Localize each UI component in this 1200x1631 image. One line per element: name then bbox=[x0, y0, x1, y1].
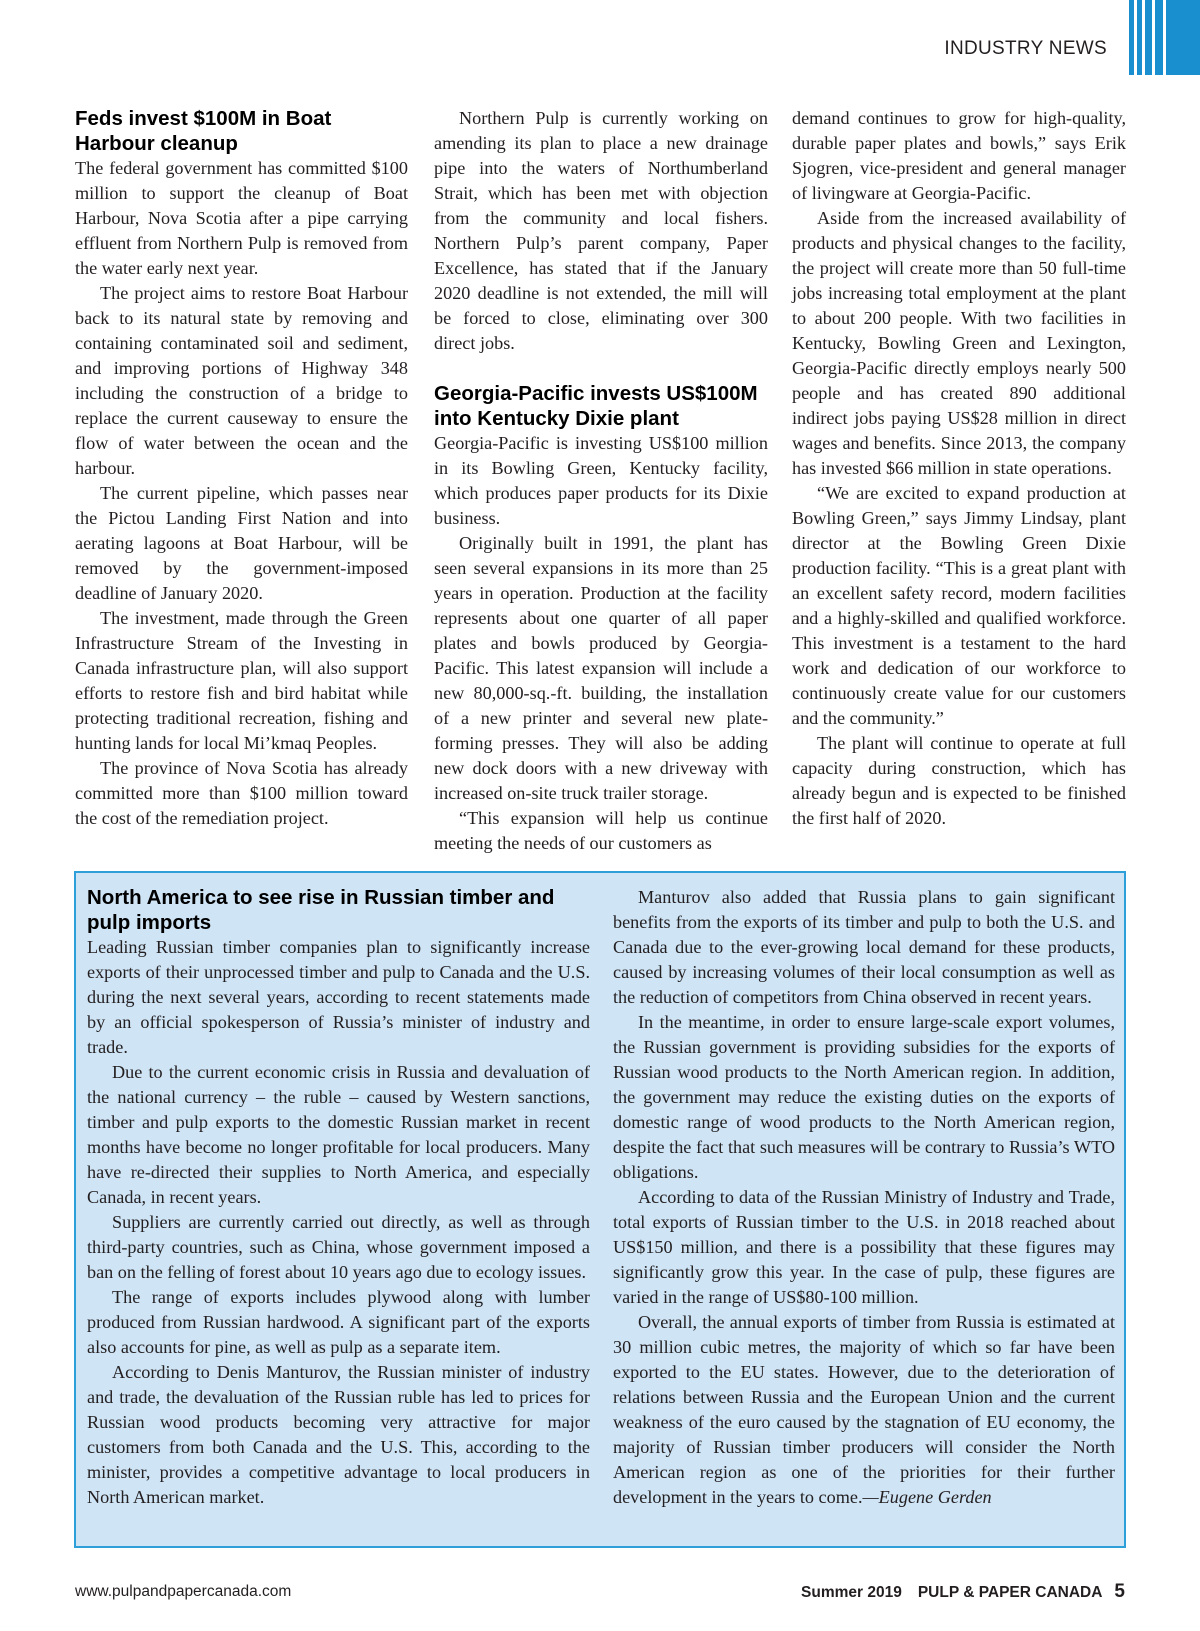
header-accent-stripes bbox=[1126, 0, 1200, 75]
sidebar-paragraph: Due to the current economic crisis in Russia and devaluation of the national currency – the ruble – caused by Western sanctions, timber and pulp exports to the domestic Russian market in recent months have become no longer profitable for local producers. Many have re-directed their supplies to North America, and especially Canada, in recent years. bbox=[87, 1062, 590, 1207]
article-headline-georgia-pacific: Georgia-Pacific invests US$100M into Kentucky Dixie plant bbox=[434, 382, 758, 430]
article-paragraph: The federal government has committed $100 million to support the cleanup of Boat Harbour, Nova Scotia after a pipe carrying effluent from Northern Pulp is removed from the water early next year. bbox=[75, 158, 408, 278]
sidebar-paragraph: Manturov also added that Russia plans to gain significant benefits from the exports of its timber and pulp to both the U.S. and Canada due to the ever-growing local demand for these products, caused by increasing volumes of their local consumption as well as the reduction of competitors from China observed in recent years. bbox=[613, 887, 1115, 1007]
sidebar-paragraph: According to Denis Manturov, the Russian minister of industry and trade, the devaluation of the Russian ruble has led to prices for Russian wood products becoming very attractive for major customers from both Canada and the U.S. This, according to the minister, provides a competitive advantage to local producers in North American market. bbox=[87, 1362, 590, 1507]
article-paragraph: demand continues to grow for high-quality, durable paper plates and bowls,” says Erik Sjogren, vice-president and general manager of livingware at Georgia-Pacific. bbox=[792, 108, 1126, 203]
russian-imports-sidebar bbox=[74, 871, 1126, 1548]
footer-folio bbox=[801, 1581, 1125, 1603]
article-paragraph: Georgia-Pacific is investing US$100 million in its Bowling Green, Kentucky facility, which produces paper products for its Dixie business. bbox=[434, 433, 768, 528]
article-paragraph: Originally built in 1991, the plant has seen several expansions in its more than 25 years in operation. Production at the facility represents about one quarter of all paper plates and bowls produced by Georgia-Pacific. This latest expansion will include a new 80,000-sq.-ft. building, the installation of a new printer and several new plate-forming presses. They will also be adding new dock doors with a new driveway with increased on-site truck trailer storage. bbox=[434, 533, 768, 803]
sidebar-headline: North America to see rise in Russian timber and pulp imports bbox=[87, 886, 555, 934]
sidebar-paragraph-last bbox=[613, 1310, 1115, 1510]
footer-magazine-name: PULP & PAPER CANADA bbox=[917, 1584, 1103, 1601]
article-paragraph: “This expansion will help us continue meeting the needs of our customers as bbox=[434, 808, 768, 853]
article-paragraph: Northern Pulp is currently working on amending its plan to place a new drainage pipe into the waters of Northumberland Strait, which has been met with objection from the community and local fishers. Northern Pulp’s parent company, Paper Excellence, has stated that if the January 2020 deadline is not extended, the mill will be forced to close, eliminating over 300 direct jobs. bbox=[434, 108, 768, 353]
author-byline: —Eugene Gerden bbox=[862, 1487, 992, 1507]
article-paragraph: The current pipeline, which passes near the Pictou Landing First Nation and into aerating lagoons at Boat Harbour, will be removed by the government-imposed deadline of January 2020. bbox=[75, 483, 408, 603]
section-label: INDUSTRY NEWS bbox=[944, 38, 1107, 59]
article-column-2 bbox=[434, 106, 768, 856]
article-paragraph: The province of Nova Scotia has already committed more than $100 million toward the cost of the remediation project. bbox=[75, 758, 408, 828]
article-paragraph: The investment, made through the Green Infrastructure Stream of the Investing in Canada infrastructure plan, will also support efforts to restore fish and bird habitat while protecting traditional recreation, fishing and hunting lands for local Mi’kmaq Peoples. bbox=[75, 608, 408, 753]
sidebar-paragraph: The range of exports includes plywood along with lumber produced from Russian hardwood. A significant part of the exports also accounts for pine, as well as pulp as a separate item. bbox=[87, 1287, 590, 1357]
sidebar-column-left bbox=[87, 885, 590, 1510]
sidebar-paragraph-text: Overall, the annual exports of timber from Russia is estimated at 30 million cubic metres, the majority of which so far have been exported to the EU states. However, due to the deterioration of relations between Russia and the European Union and the current weakness of the euro caused by the stagnation of EU economy, the majority of Russian timber producers will consider the North American region as one of the priorities for their further development in the years to come. bbox=[613, 1312, 1115, 1507]
article-paragraph: “We are excited to expand production at Bowling Green,” says Jimmy Lindsay, plant director at the Bowling Green Dixie production facility. “This is a great plant with an excellent safety record, modern facilities and a highly-skilled and qualified workforce. This investment is a testament to the hard work and dedication of our workforce to continuously create value for our customers and the community.” bbox=[792, 483, 1126, 728]
sidebar-column-right bbox=[613, 885, 1115, 1510]
sidebar-paragraph: According to data of the Russian Ministry of Industry and Trade, total exports of Russian timber to the U.S. in 2018 reached about US$150 million, and there is a possibility that these figures may significantly grow this year. In the case of pulp, these figures are varied in the range of US$80-100 million. bbox=[613, 1187, 1115, 1307]
sidebar-paragraph: Leading Russian timber companies plan to significantly increase exports of their unprocessed timber and pulp to Canada and the U.S. during the next several years, according to recent statements made by an official spokesperson of Russia’s minister of industry and trade. bbox=[87, 937, 590, 1057]
footer-website-url: www.pulpandpapercanada.com bbox=[75, 1583, 292, 1600]
sidebar-paragraph: In the meantime, in order to ensure large-scale export volumes, the Russian government is providing subsidies for the exports of Russian wood products to the North American region. In addition, the government may reduce the existing duties on the exports of domestic range of wood products to the North American region, despite the fact that such measures will be contrary to Russia’s WTO obligations. bbox=[613, 1012, 1115, 1182]
page-number: 5 bbox=[1114, 1581, 1125, 1602]
article-headline-boat-harbour: Feds invest $100M in Boat Harbour cleanup bbox=[75, 107, 332, 155]
article-paragraph: Aside from the increased availability of products and physical changes to the facility, the project will create more than 50 full-time jobs increasing total employment at the plant to about 200 people. With two facilities in Kentucky, Bowling Green and Lexington, Georgia-Pacific directly employs nearly 500 people and has created 890 additional indirect jobs paying US$28 million in direct wages and benefits. Since 2013, the company has invested $66 million in state operations. bbox=[792, 208, 1126, 478]
footer-issue: Summer 2019 bbox=[801, 1584, 902, 1601]
article-column-1 bbox=[75, 106, 408, 831]
article-paragraph: The plant will continue to operate at full capacity during construction, which has already begun and is expected to be finished the first half of 2020. bbox=[792, 733, 1126, 828]
article-column-3 bbox=[792, 106, 1126, 831]
article-paragraph: The project aims to restore Boat Harbour back to its natural state by removing and containing contaminated soil and sediment, and improving portions of Highway 348 including the construction of a bridge to replace the current causeway to ensure the flow of water between the ocean and the harbour. bbox=[75, 283, 408, 478]
sidebar-paragraph: Suppliers are currently carried out directly, as well as through third-party countries, such as China, whose government imposed a ban on the felling of forest about 10 years ago due to ecology issues. bbox=[87, 1212, 590, 1282]
